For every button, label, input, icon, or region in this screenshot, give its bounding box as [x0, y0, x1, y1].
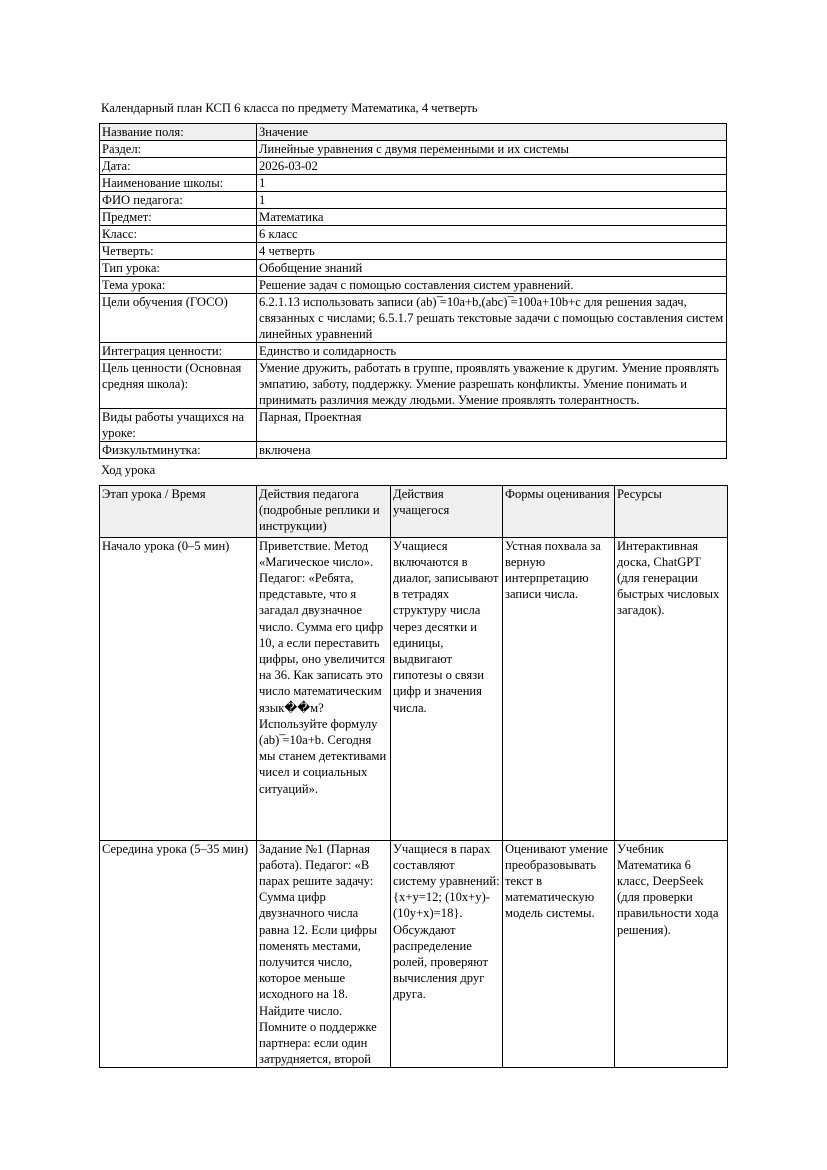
info-row-lesson-type — [100, 260, 727, 277]
info-field: Виды работы учащихся на уроке: — [100, 409, 257, 442]
info-value: включена — [257, 442, 727, 459]
info-field: Тема урока: — [100, 277, 257, 294]
info-field: Цели обучения (ГОСО) — [100, 294, 257, 343]
info-row-school — [100, 175, 727, 192]
info-row-section — [100, 141, 727, 158]
assessment-cell: Устная похвала за верную интерпретацию записи числа. — [503, 537, 615, 840]
info-value: Решение задач с помощью составления систем уравнений. — [257, 277, 727, 294]
info-row-physical-break — [100, 442, 727, 459]
info-field: Раздел: — [100, 141, 257, 158]
info-value: Умение дружить, работать в группе, проявлять уважение к другим. Умение проявлять эмпатию, заботу, поддержку. Умение разрешать конфликты. Умение понимать и принимать различия между людьми. Умение проявлять толерантность. — [257, 360, 727, 409]
info-field: Четверть: — [100, 243, 257, 260]
student-actions-cell: Учащиеся в парах составляют систему уравнений: {x+y=12; (10x+y)-(10y+x)=18}. Обсуждают распределение ролей, проверяют вычисления друг друга. — [391, 840, 503, 1068]
header-stage: Этап урока / Время — [100, 486, 257, 538]
info-row-work-types — [100, 409, 727, 442]
info-field: Наименование школы: — [100, 175, 257, 192]
info-field: Физкультминутка: — [100, 442, 257, 459]
info-row-teacher — [100, 192, 727, 209]
student-actions-cell: Учащиеся включаются в диалог, записывают в тетрадях структуру числа через десятки и единицы, выдвигают гипотезы о связи цифр и значения числа. — [391, 537, 503, 840]
info-field: Цель ценности (Основная средняя школа): — [100, 360, 257, 409]
resources-cell: Учебник Математика 6 класс, DeepSeek (для проверки правильности хода решения). — [615, 840, 728, 1068]
info-row-topic — [100, 277, 727, 294]
lesson-flow-table — [99, 485, 728, 1068]
lesson-flow-row-start — [100, 537, 728, 840]
stage-cell: Начало урока (0–5 мин) — [100, 537, 257, 840]
assessment-cell: Оценивают умение преобразовывать текст в математическую модель системы. — [503, 840, 615, 1068]
header-teacher-actions: Действия педагога (подробные реплики и инструкции) — [257, 486, 391, 538]
info-value: Линейные уравнения с двумя переменными и их системы — [257, 141, 727, 158]
info-header-row — [100, 124, 727, 141]
info-field: ФИО педагога: — [100, 192, 257, 209]
info-row-value-integration — [100, 343, 727, 360]
lesson-flow-row-middle — [100, 840, 728, 1068]
teacher-actions-cell: Задание №1 (Парная работа). Педагог: «В парах решите задачу: Сумма цифр двузначного числа равна 12. Если цифры поменять местами, получится число, которое меньше исходного на 18. Найдите число. Помните о поддержке партнера: если один затрудняется, второй — [257, 840, 391, 1068]
info-field: Интеграция ценности: — [100, 343, 257, 360]
lesson-flow-title: Ход урока — [101, 463, 156, 477]
info-value: 1 — [257, 192, 727, 209]
info-row-subject — [100, 209, 727, 226]
resources-cell: Интерактивная доска, ChatGPT (для генерации быстрых числовых загадок). — [615, 537, 728, 840]
lesson-flow-header-row — [100, 486, 728, 538]
info-value: Математика — [257, 209, 727, 226]
header-student-actions: Действия учащегося — [391, 486, 503, 538]
info-value: 6.2.1.13 использовать записи (ab) ̅=10a+b,(abc) ̅=100a+10b+c для решения задач, связанных с числами; 6.5.1.7 решать текстовые задачи с помощью составления систем линейных уравнений — [257, 294, 727, 343]
info-field: Тип урока: — [100, 260, 257, 277]
info-field: Дата: — [100, 158, 257, 175]
teacher-actions-cell: Приветствие. Метод «Магическое число». Педагог: «Ребята, представьте, что я загадал двузначное число. Сумма его цифр 10, а если переставить цифры, оно увеличится на 36. Как записать это число математическим язык��м? Используйте формулу (ab) ̅=10a+b. Сегодня мы станем детективами чисел и социальных ситуаций». — [257, 537, 391, 840]
info-field: Класс: — [100, 226, 257, 243]
info-value: 2026-03-02 — [257, 158, 727, 175]
info-value: Обобщение знаний — [257, 260, 727, 277]
info-row-quarter — [100, 243, 727, 260]
info-row-value-goal — [100, 360, 727, 409]
stage-cell: Середина урока (5–35 мин) — [100, 840, 257, 1068]
info-field: Предмет: — [100, 209, 257, 226]
info-value: Единство и солидарность — [257, 343, 727, 360]
info-row-date — [100, 158, 727, 175]
info-value: 4 четверть — [257, 243, 727, 260]
lesson-info-table — [99, 123, 727, 459]
header-assessment: Формы оценивания — [503, 486, 615, 538]
header-resources: Ресурсы — [615, 486, 728, 538]
info-row-grade — [100, 226, 727, 243]
info-value: 6 класс — [257, 226, 727, 243]
info-row-learning-goals — [100, 294, 727, 343]
info-value: 1 — [257, 175, 727, 192]
page-title: Календарный план КСП 6 класса по предмету Математика, 4 четверть — [101, 101, 478, 115]
info-header-value: Значение — [257, 124, 727, 141]
info-value: Парная, Проектная — [257, 409, 727, 442]
info-header-field: Название поля: — [100, 124, 257, 141]
